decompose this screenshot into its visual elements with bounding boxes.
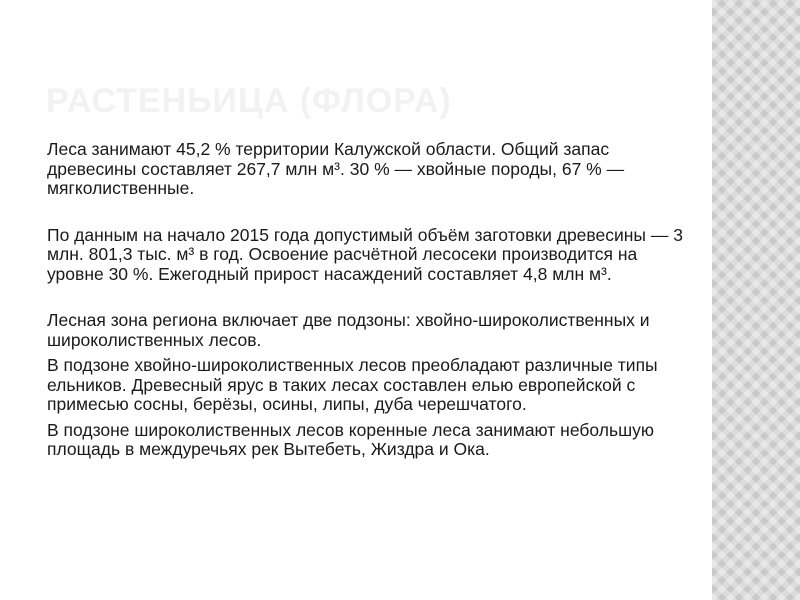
slide-title: РАСТЕНЬИЦА (ФЛОРА)	[46, 82, 452, 120]
paragraph-timber-harvest: По данным на начало 2015 года допустимый объём заготовки древесины — 3 млн. 801,3 тыс. м³ в год. Освоение расчётной лесосеки производится на уровне 30 %. Ежегодный прирост насаждений составляет 4,8 млн м³.	[47, 224, 683, 284]
slide-body	[47, 140, 687, 460]
decorative-side-strip	[712, 0, 800, 600]
paragraph-mixed-forests: В подзоне хвойно-широколиственных лесов преобладают различные типы ельников. Древесный ярус в таких лесах составлен елью европейской с примесью сосны, берёзы, осины, липы, дуба черешчатого.	[47, 355, 658, 414]
paragraph-broadleaf-forests: В подзоне широколиственных лесов коренные леса занимают небольшую площадь в междуречьях рек Вытебеть, Жиздра и Ока.	[47, 419, 654, 459]
paragraph-forest-zones: Лесная зона региона включает две подзоны: хвойно-широколиственных и широколиственных лесов.	[47, 310, 650, 350]
paragraph-forest-coverage: Леса занимают 45,2 % территории Калужской области. Общий запас древесины составляет 267,7 млн м³. 30 % — хвойные породы, 67 % — мягколиственные.	[47, 139, 625, 198]
